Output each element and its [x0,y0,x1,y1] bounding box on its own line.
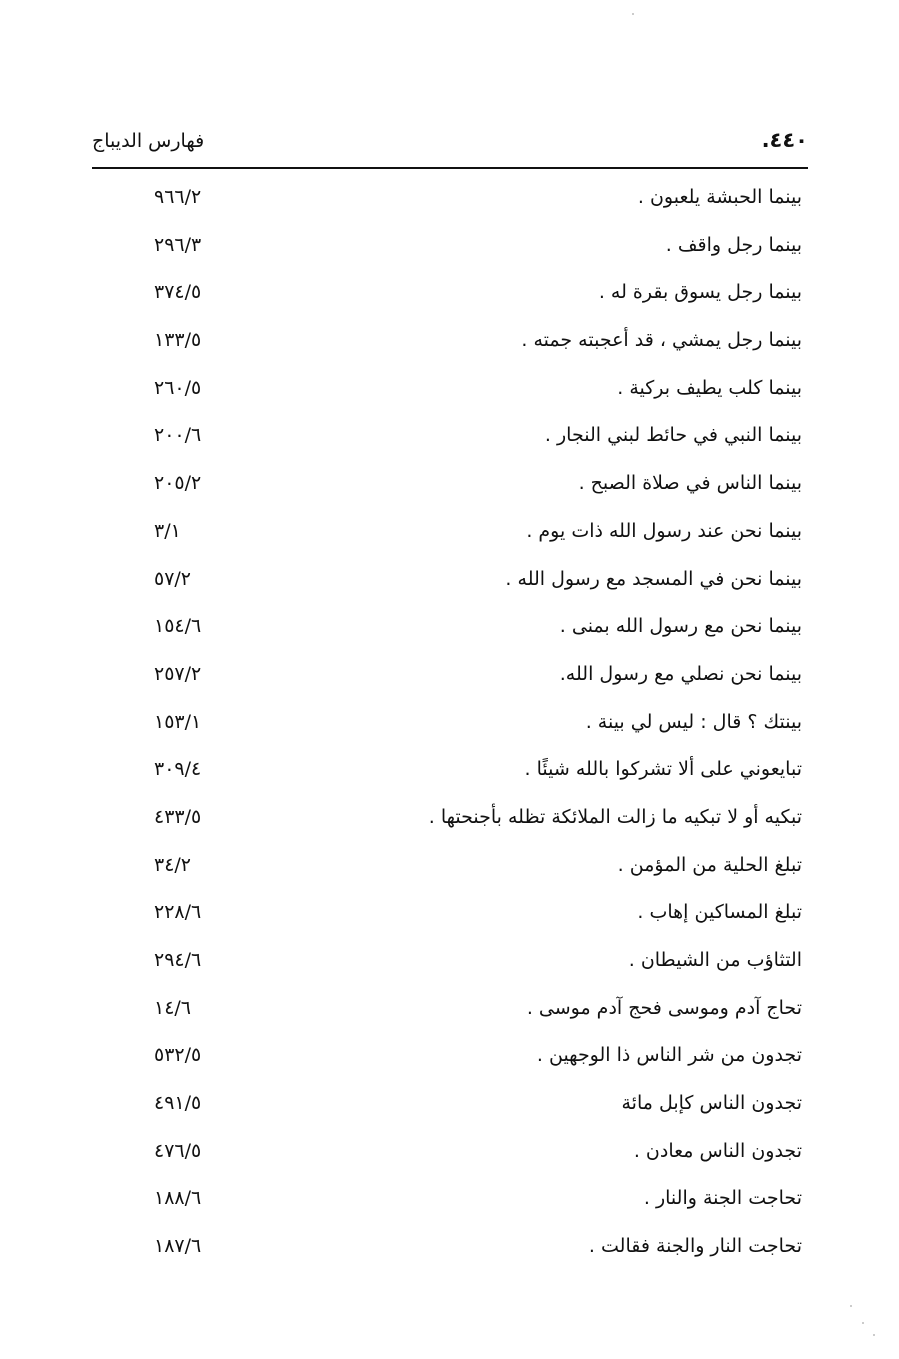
entry-text: بينما النبي في حائط لبني النجار . [544,424,802,447]
entry-text: بينما الناس في صلاة الصبح . [578,472,802,495]
entry-text: تبايعوني على ألا تشركوا بالله شيئًا . [524,758,802,781]
entry-text: تحاجت الجنة والنار . [643,1187,802,1210]
entry-reference: ٢٥٧/٢ [154,662,202,685]
header-rule [92,167,808,169]
entry-text: تبلغ الحلية من المؤمن . [617,853,802,876]
entry-reference: ٢٩٤/٦ [154,949,202,971]
scan-speck [873,1334,875,1336]
entry-text: بينما كلب يطيف بركية . [617,376,802,399]
index-entry [92,178,808,226]
index-entry [92,1084,808,1132]
index-entry [92,226,808,274]
entry-text: تجدون الناس كإبل مائة [621,1092,802,1115]
entry-reference: ١٨٧/٦ [154,1235,202,1258]
scan-speck [632,13,634,15]
index-entry [92,750,808,798]
entry-text: تجدون من شر الناس ذا الوجهين . [536,1044,802,1067]
entry-reference: ١٨٨/٦ [154,1187,202,1210]
index-entry [92,607,808,655]
index-entry [92,1179,808,1227]
index-entry [92,1132,808,1180]
index-entry [92,703,808,751]
entry-reference: ٥٣٢/٥ [154,1044,202,1067]
index-entry [92,893,808,941]
entry-text: تبلغ المساكين إهاب . [637,901,802,924]
entry-reference: ١٥٤/٦ [154,615,202,638]
entry-reference: ٤٩١/٥ [154,1092,202,1115]
index-entry [92,941,808,989]
index-entry [92,1227,808,1275]
index-entry [92,464,808,512]
index-entry [92,798,808,846]
entry-text: بينما رجل يسوق بقرة له . [598,281,802,304]
index-entry [92,846,808,894]
entry-reference: ٢٦٠/٥ [154,376,202,399]
entry-text: تجدون الناس معادن . [633,1139,802,1162]
entry-text: بينما نحن مع رسول الله بمنى . [559,615,802,638]
entry-reference: ١٥٣/١ [154,710,202,733]
entry-text: تحاج آدم وموسى فحج آدم موسى . [526,996,802,1019]
entry-reference: ٤٣٣/٥ [154,805,202,828]
index-entry [92,989,808,1037]
index-entry [92,1036,808,1084]
index-entries [92,178,808,1278]
entry-text: بينما رجل واقف . [665,233,802,256]
index-entry [92,560,808,608]
entry-reference: ١٤/٦ [154,996,192,1019]
entry-reference: ٤٧٦/٥ [154,1139,202,1162]
entry-text: تبكيه أو لا تبكيه ما زالت الملائكة تظله بأجنحتها . [428,805,802,828]
entry-text: تحاجت النار والجنة فقالت . [588,1235,802,1258]
entry-reference: ٢٢٨/٦ [154,901,202,924]
entry-reference: ٢٠٠/٦ [154,424,202,447]
entry-reference: ٥٧/٢ [154,567,192,590]
entry-reference: ٣٠٩/٤ [154,758,202,781]
index-entry [92,655,808,703]
entry-reference: ٩٦٦/٢ [154,186,202,208]
entry-text: بينما نحن نصلي مع رسول الله. [559,662,802,685]
index-entry [92,416,808,464]
entry-text: التثاؤب من الشيطان . [628,949,802,971]
entry-reference: ٣٧٤/٥ [154,281,202,304]
entry-text: بينما الحبشة يلعبون . [637,186,802,208]
scan-speck [850,1305,852,1307]
entry-reference: ٣/١ [154,519,181,542]
entry-reference: ٢٠٥/٢ [154,472,202,495]
page-header [92,128,808,164]
index-entry [92,273,808,321]
entry-text: بينما نحن عند رسول الله ذات يوم . [526,519,802,542]
scan-speck [862,1322,864,1324]
entry-text: بينتك ؟ قال : ليس لي بينة . [585,710,802,733]
index-entry [92,512,808,560]
entry-reference: ٣٤/٢ [154,853,192,876]
running-title: فهارس الديباج [92,130,205,152]
entry-text: بينما نحن في المسجد مع رسول الله . [505,567,802,590]
entry-reference: ٢٩٦/٣ [154,233,202,256]
entry-reference: ١٣٣/٥ [154,329,202,352]
page-number: ٤٤٠. [761,128,808,152]
index-entry [92,321,808,369]
entry-text: بينما رجل يمشي ، قد أعجبته جمته . [521,329,802,352]
index-entry [92,369,808,417]
